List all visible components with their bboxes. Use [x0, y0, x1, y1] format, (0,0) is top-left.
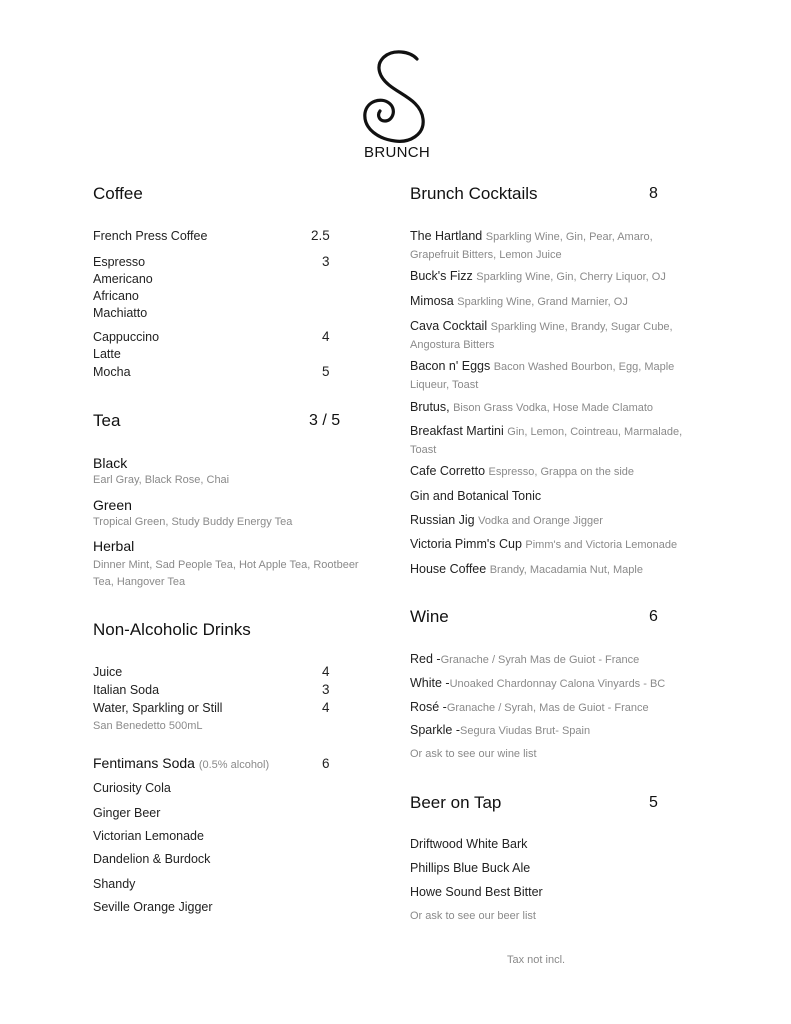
- menu-item-price: 3: [322, 254, 330, 269]
- tea-price: 3 / 5: [309, 412, 341, 429]
- cocktail-desc: Sparkling Wine, Gin, Pear, Amaro, Grapefruit Bitters, Lemon Juice: [410, 231, 653, 261]
- cocktail-name: Mimosa: [410, 294, 454, 308]
- cocktail-desc: Pimm's and Victoria Lemonade: [525, 539, 678, 551]
- cocktail-item: [410, 512, 695, 530]
- beer-item: Phillips Blue Buck Ale: [410, 861, 531, 875]
- wine-price: 6: [649, 608, 658, 625]
- wine-item: [410, 651, 695, 669]
- cocktail-name: Cafe Corretto: [410, 464, 486, 478]
- coffee-heading: Coffee: [93, 184, 143, 203]
- cocktail-item: [410, 463, 695, 481]
- menu-item: Juice: [93, 665, 123, 679]
- beer-list-note: Or ask to see our beer list: [410, 910, 536, 922]
- logo-s-icon: [355, 45, 435, 145]
- menu-item-price: 4: [322, 700, 330, 715]
- wine-item: [410, 722, 695, 740]
- menu-item: Italian Soda: [93, 683, 160, 697]
- wine-desc: Granache / Syrah Mas de Guiot - France: [440, 654, 640, 666]
- soda-item: Ginger Beer: [93, 806, 161, 820]
- cocktail-name: Breakfast Martini: [410, 424, 504, 438]
- cocktail-item: [410, 561, 695, 579]
- cocktail-item: [410, 293, 695, 311]
- menu-item: Mocha: [93, 365, 131, 379]
- cocktail-item: [410, 399, 695, 417]
- soda-item: Seville Orange Jigger: [93, 900, 213, 914]
- menu-item-price: 5: [322, 364, 330, 379]
- menu-item: Espresso: [93, 255, 146, 269]
- tea-group-name: Green: [93, 497, 132, 513]
- cocktail-name: Bacon n' Eggs: [410, 359, 491, 373]
- tea-group-desc: Earl Gray, Black Rose, Chai: [93, 474, 230, 486]
- menu-item-price: 4: [322, 329, 330, 344]
- cocktails-price: 8: [649, 185, 658, 202]
- cocktail-item: [410, 488, 695, 505]
- cocktail-desc: Sparkling Wine, Brandy, Sugar Cube, Angostura Bitters: [410, 321, 673, 351]
- tea-heading: Tea: [93, 411, 121, 430]
- cocktail-desc: Bison Grass Vodka, Hose Made Clamato: [453, 402, 654, 414]
- cocktail-item: [410, 228, 695, 264]
- cocktail-item: [410, 423, 695, 459]
- cocktail-name: Gin and Botanical Tonic: [410, 489, 542, 503]
- beer-heading: Beer on Tap: [410, 793, 502, 812]
- menu-item: Africano: [93, 289, 139, 303]
- logo: [355, 45, 435, 145]
- cocktail-desc: Sparkling Wine, Grand Marnier, OJ: [457, 296, 628, 308]
- menu-subtitle: BRUNCH: [364, 144, 430, 161]
- menu-item: French Press Coffee: [93, 229, 208, 243]
- soda-item: Victorian Lemonade: [93, 829, 204, 843]
- cocktails-heading: Brunch Cocktails: [410, 184, 538, 203]
- wine-item: [410, 675, 695, 693]
- cocktail-name: Victoria Pimm's Cup: [410, 537, 522, 551]
- cocktail-name: Buck's Fizz: [410, 269, 473, 283]
- cocktail-name: Cava Cocktail: [410, 319, 488, 333]
- cocktail-desc: Gin, Lemon, Cointreau, Marmalade, Toast: [410, 426, 683, 456]
- menu-item-price: 3: [322, 682, 330, 697]
- menu-item: Americano: [93, 272, 153, 286]
- beer-item: Howe Sound Best Bitter: [410, 885, 543, 899]
- cocktail-desc: Bacon Washed Bourbon, Egg, Maple Liqueur, Toast: [410, 361, 675, 391]
- menu-item: Latte: [93, 347, 121, 361]
- fentimans-alcohol-note: (0.5% alcohol): [198, 759, 270, 771]
- soda-item: Curiosity Cola: [93, 781, 171, 795]
- cocktail-name: Brutus,: [410, 400, 450, 414]
- menu-item-price: 4: [322, 664, 330, 679]
- tea-group-name: Black: [93, 455, 128, 471]
- cocktail-desc: Sparkling Wine, Gin, Cherry Liquor, OJ: [476, 271, 666, 283]
- soda-item: Shandy: [93, 877, 136, 891]
- soda-item: Dandelion & Burdock: [93, 852, 211, 866]
- wine-name: Rosé -: [410, 700, 447, 714]
- menu-item-price: 2.5: [311, 228, 330, 243]
- beer-item: Driftwood White Bark: [410, 837, 528, 851]
- tea-group-desc: Tropical Green, Study Buddy Energy Tea: [93, 516, 293, 528]
- wine-name: White -: [410, 676, 450, 690]
- wine-item: [410, 699, 695, 717]
- cocktail-desc: Vodka and Orange Jigger: [478, 515, 603, 527]
- cocktail-name: Russian Jig: [410, 513, 475, 527]
- tax-note: Tax not incl.: [507, 954, 566, 966]
- cocktail-desc: Brandy, Macadamia Nut, Maple: [489, 564, 643, 576]
- menu-item: Machiatto: [93, 306, 148, 320]
- tea-group-name: Herbal: [93, 538, 135, 554]
- beer-price: 5: [649, 794, 658, 811]
- tea-group-desc: Dinner Mint, Sad People Tea, Hot Apple Tea, Rootbeer Tea, Hangover Tea: [93, 559, 359, 588]
- wine-desc: Segura Viudas Brut- Spain: [460, 725, 591, 737]
- fentimans-heading: [93, 755, 269, 771]
- menu-item: Cappuccino: [93, 330, 160, 344]
- fentimans-price: 6: [322, 756, 330, 771]
- cocktail-item: [410, 318, 695, 354]
- water-note: San Benedetto 500mL: [93, 720, 203, 732]
- fentimans-title: Fentimans Soda: [93, 755, 195, 771]
- cocktail-item: [410, 536, 695, 554]
- wine-list-note: Or ask to see our wine list: [410, 748, 537, 760]
- cocktail-item: [410, 358, 695, 394]
- non-alcoholic-heading: Non-Alcoholic Drinks: [93, 620, 251, 639]
- menu-item: Water, Sparkling or Still: [93, 701, 223, 715]
- wine-desc: Granache / Syrah, Mas de Guiot - France: [446, 702, 649, 714]
- wine-name: Red -: [410, 652, 441, 666]
- wine-heading: Wine: [410, 607, 449, 626]
- cocktail-item: [410, 268, 695, 286]
- cocktail-name: The Hartland: [410, 229, 483, 243]
- cocktail-desc: Espresso, Grappa on the side: [488, 466, 635, 478]
- wine-desc: Unoaked Chardonnay Calona Vinyards - BC: [449, 678, 666, 690]
- cocktail-name: House Coffee: [410, 562, 487, 576]
- wine-name: Sparkle -: [410, 723, 461, 737]
